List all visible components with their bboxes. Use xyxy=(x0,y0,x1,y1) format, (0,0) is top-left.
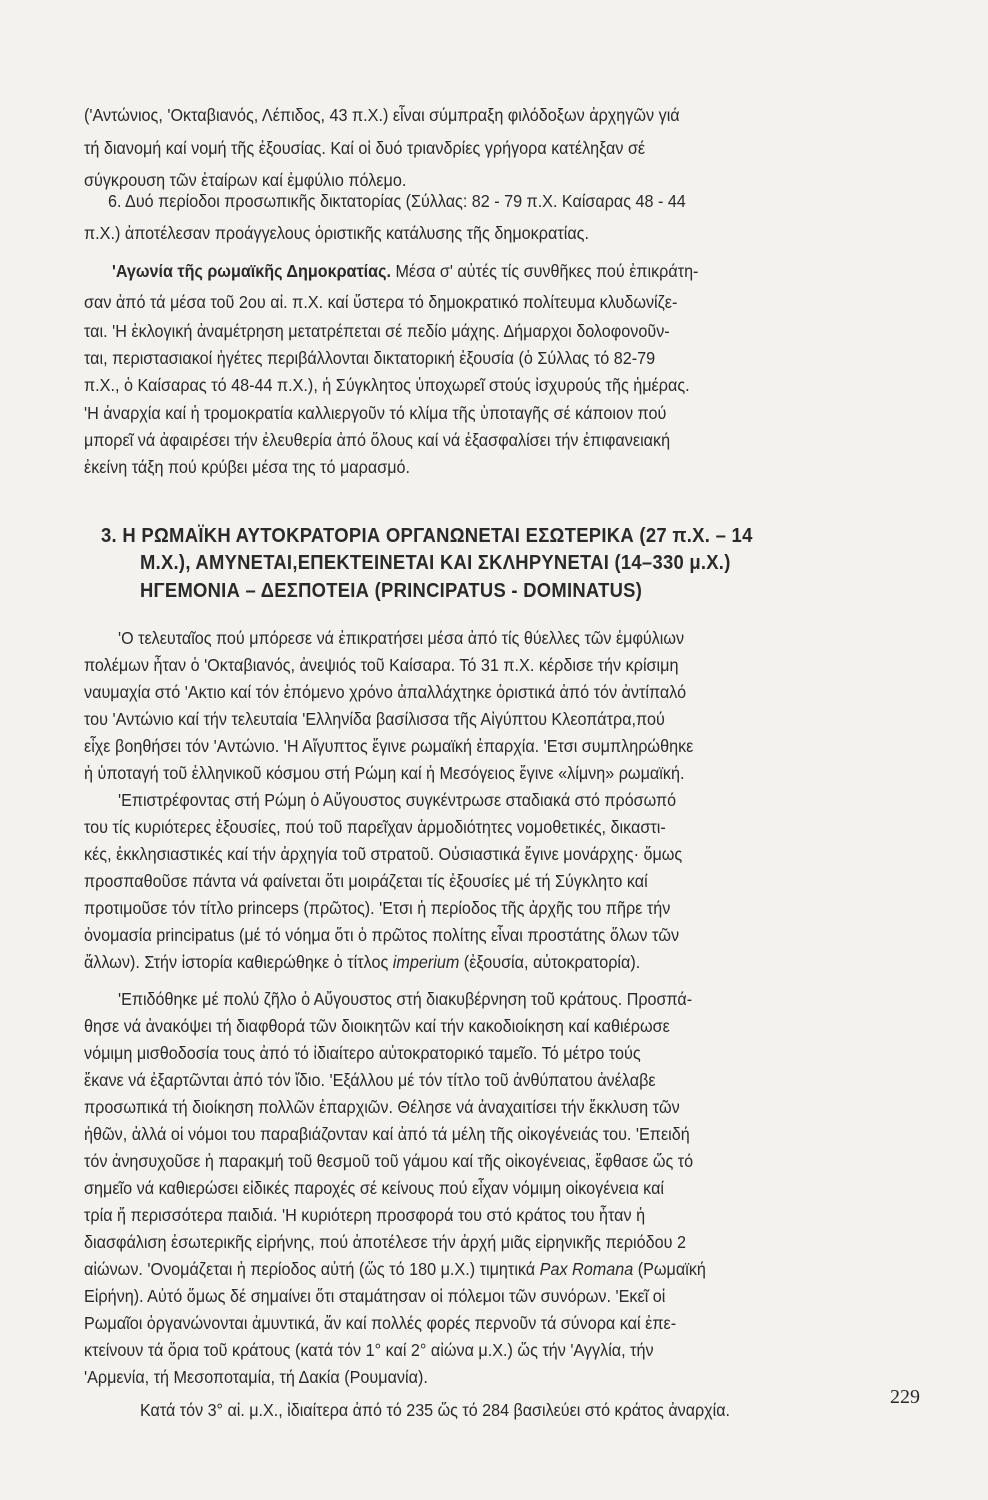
text-line: ται, περιστασιακοί ἡγέτες περιβάλλονται δικτατορική ἐξουσία (ὁ Σύλλας τό 82-79 xyxy=(84,348,656,368)
text-line: ται. 'Η ἐκλογική ἀναμέτρηση μετατρέπεται σέ πεδίο μάχης. Δήμαρχοι δολοφονοῦν- xyxy=(84,321,670,341)
agonia-title: 'Αγωνία τῆς ρωμαϊκῆς Δημοκρατίας. xyxy=(112,261,391,281)
text-line: εἶχε βοηθήσει τόν 'Αντώνιο. 'Η Αἴγυπτος ἔγινε ρωμαϊκή ἐπαρχία. 'Ετσι συμπληρώθηκε xyxy=(84,736,694,756)
text-line: ('Αντώνιος, 'Οκταβιανός, Λέπιδος, 43 π.Χ.) εἶναι σύμπραξη φιλόδοξων ἀρχηγῶν γιά xyxy=(84,105,680,125)
text-line: σύγκρουση τῶν ἑταίρων καί ἐμφύλιο πόλεμο. xyxy=(84,170,407,190)
text-line xyxy=(84,1257,706,1281)
text-segment: (ἐξουσία, αὐτοκρατορία). xyxy=(459,952,641,972)
italic-term: Pax Romana xyxy=(539,1259,634,1279)
agonia-first-line xyxy=(112,259,698,283)
text-line: ὀνομασία principatus (μέ τό νόημα ὅτι ὁ πρῶτος πολίτης εἶναι προστάτης ὅλων τῶν xyxy=(84,925,680,945)
italic-term: imperium xyxy=(392,952,460,972)
text-line: του τίς κυριότερες ἐξουσίες, πού τοῦ παρεῖχαν ἁρμοδιότητες νομοθετικές, δικαστι- xyxy=(84,817,666,837)
text-line: διασφάλιση ἐσωτερικῆς εἰρήνης, πού ἀποτέλεσε τήν ἀρχή μιᾶς εἰρηνικῆς περιόδου 2 xyxy=(84,1232,687,1252)
text-segment: ἄλλων). Στήν ἱστορία καθιερώθηκε ὁ τίτλος xyxy=(84,952,393,972)
page-number: 229 xyxy=(890,1386,920,1408)
text-line: ἡ ὑποταγή τοῦ ἑλληνικοῦ κόσμου στή Ρώμη καί ἡ Μεσόγειος ἔγινε «λίμνη» ρωμαϊκή. xyxy=(84,763,685,783)
text-line: πολέμων ἦταν ὁ 'Οκταβιανός, ἀνεψιός τοῦ Καίσαρα. Τό 31 π.Χ. κέρδισε τήν κρίσιμη xyxy=(84,655,679,675)
text-line: 'Επιστρέφοντας στή Ρώμη ὁ Αὔγουστος συγκέντρωσε σταδιακά στό πρόσωπό xyxy=(118,790,677,810)
text-line: 'Επιδόθηκε μέ πολύ ζῆλο ὁ Αὔγουστος στή διακυβέρνηση τοῦ κράτους. Προσπά- xyxy=(118,989,693,1009)
section-heading-line: Μ.Χ.), ΑΜΥΝΕΤΑΙ,ΕΠΕΚΤΕΙΝΕΤΑΙ ΚΑΙ ΣΚΛΗΡΥΝΕΤΑΙ (14–330 μ.Χ.) xyxy=(140,552,731,574)
text-line: ἔκανε νά ἐξαρτῶνται ἀπό τόν ἴδιο. 'Εξάλλου μέ τόν τίτλο τοῦ ἀνθύπατου ἀνέλαβε xyxy=(84,1070,656,1090)
text-line: 'Αρμενία, τή Μεσοποταμία, τή Δακία (Ρουμανία). xyxy=(84,1367,428,1387)
agonia-first-line-rest: Μέσα σ' αὐτές τίς συνθῆκες πού ἐπικράτη- xyxy=(390,261,699,281)
section-heading-line: 3. Η ΡΩΜΑΪΚΗ ΑΥΤΟΚΡΑΤΟΡΙΑ ΟΡΓΑΝΩΝΕΤΑΙ ΕΣΩΤΕΡΙΚΑ (27 π.Χ. – 14 xyxy=(101,525,753,547)
text-line: Κατά τόν 3° αἰ. μ.Χ., ἰδιαίτερα ἀπό τό 235 ὥς τό 284 βασιλεύει στό κράτος ἀναρχία. xyxy=(140,1400,730,1420)
text-line: μπορεῖ νά ἀφαιρέσει τήν ἐλευθερία ἀπό ὅλους καί νά ἐξασφαλίσει τήν ἐπιφανειακή xyxy=(84,430,671,450)
text-line: ἠθῶν, ἀλλά οἱ νόμοι του παραβιάζονταν καί ἀπό τά μέλη τῆς οἰκογένειάς του. 'Επειδή xyxy=(84,1124,690,1144)
section-heading-line: ΗΓΕΜΟΝΙΑ – ΔΕΣΠΟΤΕΙΑ (PRINCIPATUS - DOMINATUS) xyxy=(140,580,643,602)
text-line: κές, ἐκκλησιαστικές καί τήν ἀρχηγία τοῦ στρατοῦ. Οὐσιαστικά ἔγινε μονάρχης· ὅμως xyxy=(84,844,683,864)
text-line: προσπαθοῦσε πάντα νά φαίνεται ὅτι μοιράζεται τίς ἐξουσίες μέ τή Σύγκλητο καί xyxy=(84,871,648,891)
text-line: 'Ο τελευταῖος πού μπόρεσε νά ἐπικρατήσει μέσα ἀπό τίς θύελλες τῶν ἐμφύλιων xyxy=(118,628,685,648)
text-line: τή διανομή καί νομή τῆς ἐξουσίας. Καί οἱ δυό τριανδρίες γρήγορα κατέληξαν σέ xyxy=(84,138,646,158)
text-line: θησε νά ἀνακόψει τή διαφθορά τῶν διοικητῶν καί τήν κακοδιοίκηση καί καθιέρωσε xyxy=(84,1016,670,1036)
text-line: 'Η ἀναρχία καί ἡ τρομοκρατία καλλιεργοῦν τό κλίμα τῆς ὑποταγῆς σέ κάποιον πού xyxy=(84,403,667,423)
text-line: νόμιμη μισθοδοσία τους ἀπό τό ἰδιαίτερο αὐτοκρατορικό ταμεῖο. Τό μέτρο τούς xyxy=(84,1043,641,1063)
text-line: τόν ἀνησυχοῦσε ἡ παρακμή τοῦ θεσμοῦ τοῦ γάμου καί τῆς οἰκογένειας, ἔφθασε ὥς τό xyxy=(84,1151,694,1171)
text-line: κτείνουν τά ὅρια τοῦ κράτους (κατά τόν 1° καί 2° αἰώνα μ.Χ.) ὥς τήν 'Αγγλία, τήν xyxy=(84,1340,654,1360)
text-line: π.Χ., ὁ Καίσαρας τό 48-44 π.Χ.), ἡ Σύγκλητος ὑποχωρεῖ στούς ἰσχυρούς τῆς ἡμέρας. xyxy=(84,375,690,395)
text-line xyxy=(84,950,640,974)
text-line: τρία ἤ περισσότερα παιδιά. 'Η κυριότερη προσφορά του στό κράτος του ἦταν ἡ xyxy=(84,1205,646,1225)
text-line: ἐκείνη τάξη πού κρύβει μέσα της τό μαρασμό. xyxy=(84,457,411,477)
text-line: Ρωμαῖοι ὀργανώνονται ἀμυντικά, ἄν καί πολλές φορές περνοῦν τά σύνορα καί ἐπε- xyxy=(84,1313,677,1333)
text-line: ναυμαχία στό 'Ακτιο καί τόν ἑπόμενο χρόνο ἀπαλλάχτηκε ὁριστικά ἀπό τόν ἀντίπαλό xyxy=(84,682,687,702)
list-item-6: 6. Δυό περίοδοι προσωπικῆς δικτατορίας (Σύλλας: 82 - 79 π.Χ. Καίσαρας 48 - 44 xyxy=(108,191,686,211)
text-line: του 'Αντώνιο καί τήν τελευταία 'Ελληνίδα βασίλισσα τῆς Αἰγύπτου Κλεοπάτρα,πού xyxy=(84,709,665,729)
text-line: προσωπικά τή διοίκηση πολλῶν ἐπαρχιῶν. Θέλησε νά ἀναχαιτίσει τήν ἔκκλυση τῶν xyxy=(84,1097,680,1117)
text-segment: αἰώνων. 'Ονομάζεται ἡ περίοδος αὐτή (ὥς τό 180 μ.Χ.) τιμητικά xyxy=(84,1259,540,1279)
text-line: σημεῖο νά καθιερώσει εἰδικές παροχές σέ κείνους πού εἶχαν νόμιμη οἰκογένεια καί xyxy=(84,1178,665,1198)
text-line: π.Χ.) ἀποτέλεσαν προάγγελους ὁριστικῆς κατάλυσης τῆς δημοκρατίας. xyxy=(84,223,589,243)
text-line: σαν ἀπό τά μέσα τοῦ 2ου αἰ. π.Χ. καί ὕστερα τό δημοκρατικό πολίτευμα κλυδωνίζε- xyxy=(84,292,678,312)
text-line: προτιμοῦσε τόν τίτλο princeps (πρῶτος). 'Ετσι ἡ περίοδος τῆς ἀρχῆς του πῆρε τήν xyxy=(84,898,671,918)
text-line: Εἰρήνη). Αὐτό ὅμως δέ σημαίνει ὅτι σταμάτησαν οἱ πόλεμοι τῶν συνόρων. 'Εκεῖ οἱ xyxy=(84,1286,666,1306)
text-segment: (Ρωμαϊκή xyxy=(633,1259,706,1279)
